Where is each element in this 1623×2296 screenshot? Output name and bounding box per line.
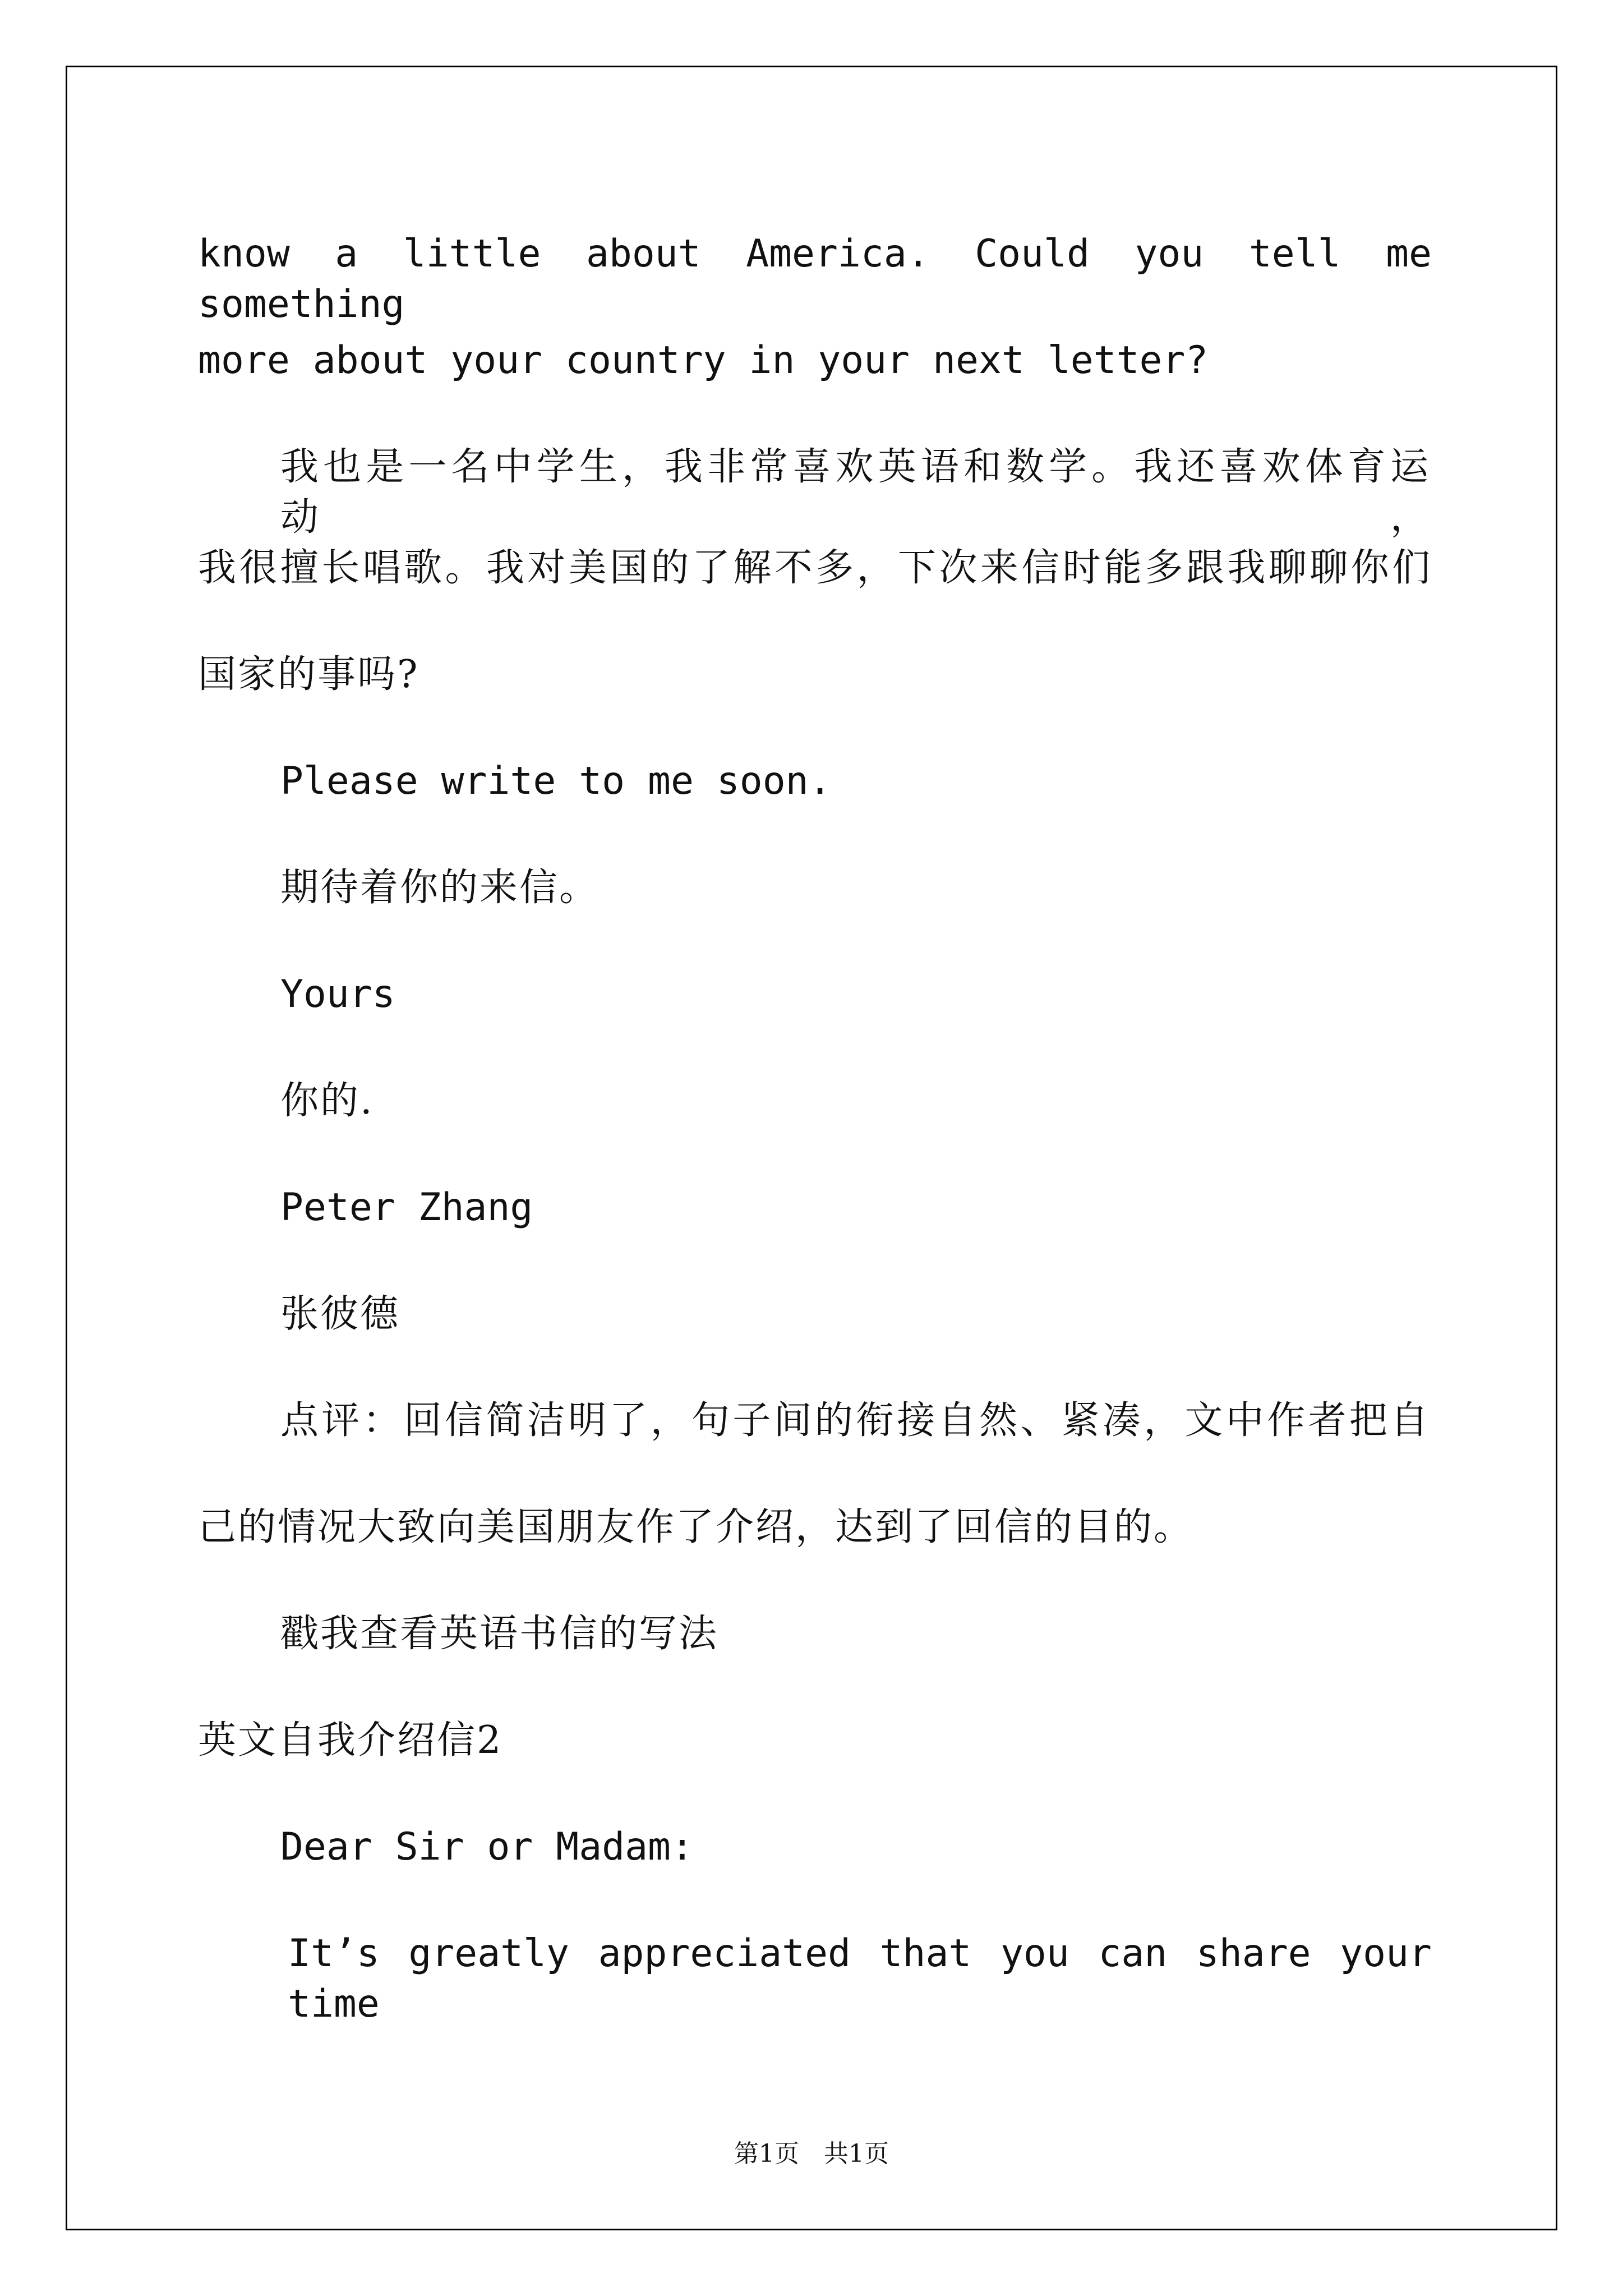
closing-line: Please write to me soon. (280, 759, 832, 803)
letter-body-line: It’s greatly appreciated that you can share your time (288, 1931, 1432, 2026)
comment-line-1: 点评：回信简洁明了，句子间的衔接自然、紧凑，文中作者把自 (280, 1398, 1430, 1443)
signature-name: Peter Zhang (280, 1185, 533, 1230)
salutation: Dear Sir or Madam: (280, 1825, 694, 1869)
body-line-3: 我也是一名中学生，我非常喜欢英语和数学。我还喜欢体育运动， (280, 445, 1430, 540)
sign-off-zh: 你的. (280, 1079, 374, 1123)
link-text: 戳我查看英语书信的写法 (280, 1612, 719, 1656)
body-line-4: 我很擅长唱歌。我对美国的了解不多，下次来信时能多跟我聊聊你们 (198, 546, 1432, 590)
sign-off: Yours (280, 972, 395, 1016)
closing-line-zh: 期待着你的来信。 (280, 866, 600, 910)
page-border (66, 66, 1557, 2230)
section-heading: 英文自我介绍信2 (198, 1718, 503, 1763)
body-line-2: more about your country in your next letter? (198, 338, 1209, 383)
signature-name-zh: 张彼德 (280, 1292, 400, 1336)
page-footer: 第1页 共1页 (734, 2139, 889, 2168)
body-line-1: know a little about America. Could you tell me something (198, 232, 1432, 326)
comment-line-2: 己的情况大致向美国朋友作了介绍，达到了回信的目的。 (198, 1505, 1194, 1549)
body-line-5: 国家的事吗? (198, 652, 419, 697)
